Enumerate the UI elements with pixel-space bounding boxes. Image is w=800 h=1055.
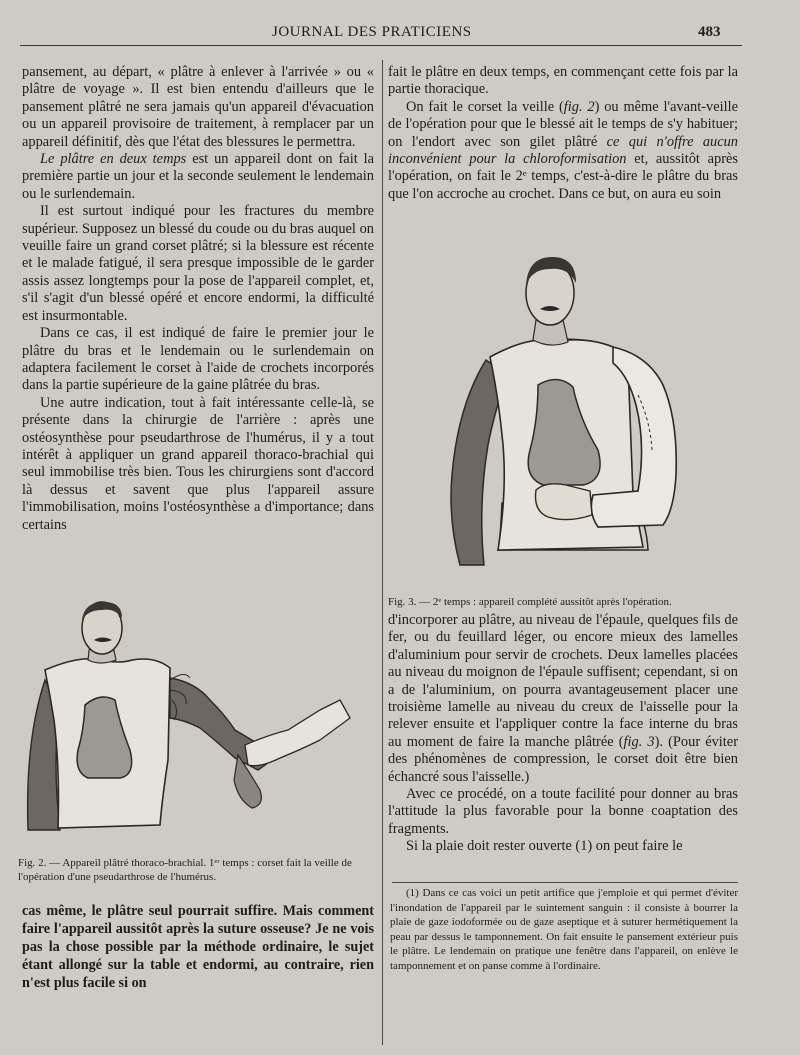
paragraph-text: On fait le corset la veille (	[406, 98, 564, 115]
footnote	[390, 886, 738, 973]
assistant-hand	[245, 700, 350, 766]
left-column-text	[22, 64, 374, 534]
paragraph: Une autre indication, tout à fait intéressante celle-là, se présente dans la chirurgie de l'arrière : après une ostéosynthèse pour pseudarthrose de l'humérus, il y a tout intérêt à appliquer un grand appareil thoraco-brachial qui seul immobilise très bien. Tous les chirurgiens sont d'accord là dessus et savent que plus l'appareil assure l'immobilisation, moins l'ostéosynthèse a d'importance; dans certains	[22, 394, 374, 533]
footnote-rule	[392, 882, 738, 883]
paragraph-text: d'incorporer au plâtre, au niveau de l'épaule, quelques fils de fer, ou du feuillard léger, ou encore mieux des lamelles d'aluminium pour servir de crochets. Deux lamelles placées au niveau du moignon de l'épaule suffisent; cependant, si on a de l'aluminium, on pourra avantageusement placer une troisième lamelle au niveau du creux de l'aisselle pour la relever ensuite et l'appliquer contre la face interne du bras au moment de faire la manche plâtrée (	[388, 612, 738, 750]
figure-2-illustration	[20, 600, 360, 850]
paragraph: Si la plaie doit rester ouverte (1) on peut faire le	[406, 838, 683, 855]
paragraph-text: ) ou même l'avant-veille de l'opération pour que le blessé ait le temps de s'y habituer; on l'endort avec son gilet plâtré	[388, 98, 738, 150]
paragraph: Dans ce cas, il est indiqué de faire le premier jour le plâtre du bras et le lendemain ou le surlendemain on adaptera facilement le corset à l'aide de crochets incorporés dans la partie supérieure de la gaine plâtrée du bras.	[22, 325, 374, 394]
header-rule	[20, 45, 742, 46]
paragraph-text: ). (Pour éviter des phénomènes de compression, le corset doit être bien échancré sous l'aisselle.)	[388, 733, 738, 785]
page-number: 483	[698, 24, 721, 40]
emphasis-text: Le plâtre en deux temps	[40, 151, 187, 168]
hand	[536, 484, 593, 520]
figure-reference: fig. 2	[563, 98, 595, 115]
paragraph	[22, 151, 374, 203]
paragraph: pansement, au départ, « plâtre à enlever à l'arrivée » ou « plâtre de voyage ». Il est bien entendu d'ailleurs que le pansement plâtré ne sera jamais qu'un appareil d'évacuation ou un appareil provisoire de traitement, à remplacer par un appareil définitif, dès que l'état des blessures le permettra.	[22, 64, 374, 150]
paragraph	[388, 99, 738, 203]
right-column-text-top	[388, 64, 738, 203]
column-divider	[382, 60, 383, 1045]
paragraph: fait le plâtre en deux temps, en commençant cette fois par la partie thoracique.	[388, 64, 738, 98]
footnote-text: (1) Dans ce cas voici un petit artifice que j'emploie et qui permet d'éviter l'inondation de l'appareil par le suintement sanguin : il consiste à bourrer la plaie de gaze iodoformée ou de gaze aseptique et à suturer hermétiquement la peau par dessus le tamponnement. On fait ensuite le pansement extérieur puis le plâtre. Le lendemain on pratique une fenêtre dans l'appareil, on enlève le tamponnement et on panse comme à l'ordinaire.	[390, 887, 738, 972]
paragraph-text: est un appareil dont on fait la première partie un jour et la seconde seulement le lendemain ou le surlendemain.	[22, 151, 374, 202]
figure-3-illustration	[438, 245, 688, 585]
emphasis-text: ce qui n'offre aucun inconvénient pour la chloroformisation	[388, 133, 738, 168]
paragraph	[388, 612, 738, 786]
paragraph-text: et, aussitôt après l'opération, on fait le 2ᵉ temps, c'est-à-dire le plâtre du bras que l'on accroche au crochet. Dans ce but, on aura eu soin	[388, 151, 738, 202]
running-header-title: JOURNAL DES PRATICIENS	[272, 24, 472, 40]
right-column-text-middle	[388, 612, 738, 856]
figure-reference: fig. 3	[623, 733, 655, 750]
figure-2-caption: Fig. 2. — Appareil plâtré thoraco-brachial. 1ᵉʳ temps : corset fait la veille de l'opération d'une pseudarthrose de l'humérus.	[18, 857, 352, 883]
paragraph: Il est surtout indiqué pour les fractures du membre supérieur. Supposez un blessé du coude ou du bras auquel on veuille faire un grand corset plâtré; si la blessure est récente et le malade fatigué, il sera presque impossible de le garder assis assez longtemps pour la pose de l'appareil complet, et, s'il s'agit d'un blessé opéré et encore endormi, la difficulté est insurmontable.	[22, 203, 374, 324]
left-column-text-bottom	[22, 902, 374, 992]
paragraph: Avec ce procédé, on a toute facilité pour donner au bras l'attitude la plus favorable pour la bonne coaptation des fragments.	[388, 786, 738, 837]
figure-3-caption: Fig. 3. — 2ᵉ temps : appareil complété aussitôt après l'opération.	[388, 596, 672, 608]
paragraph: cas même, le plâtre seul pourrait suffire. Mais comment faire l'appareil aussitôt après la suture osseuse? Je ne vois pas la chose possible par la méthode ordinaire, le sujet étant allongé sur la table et endormi, au contraire, rien n'est plus facile si on	[22, 903, 374, 991]
